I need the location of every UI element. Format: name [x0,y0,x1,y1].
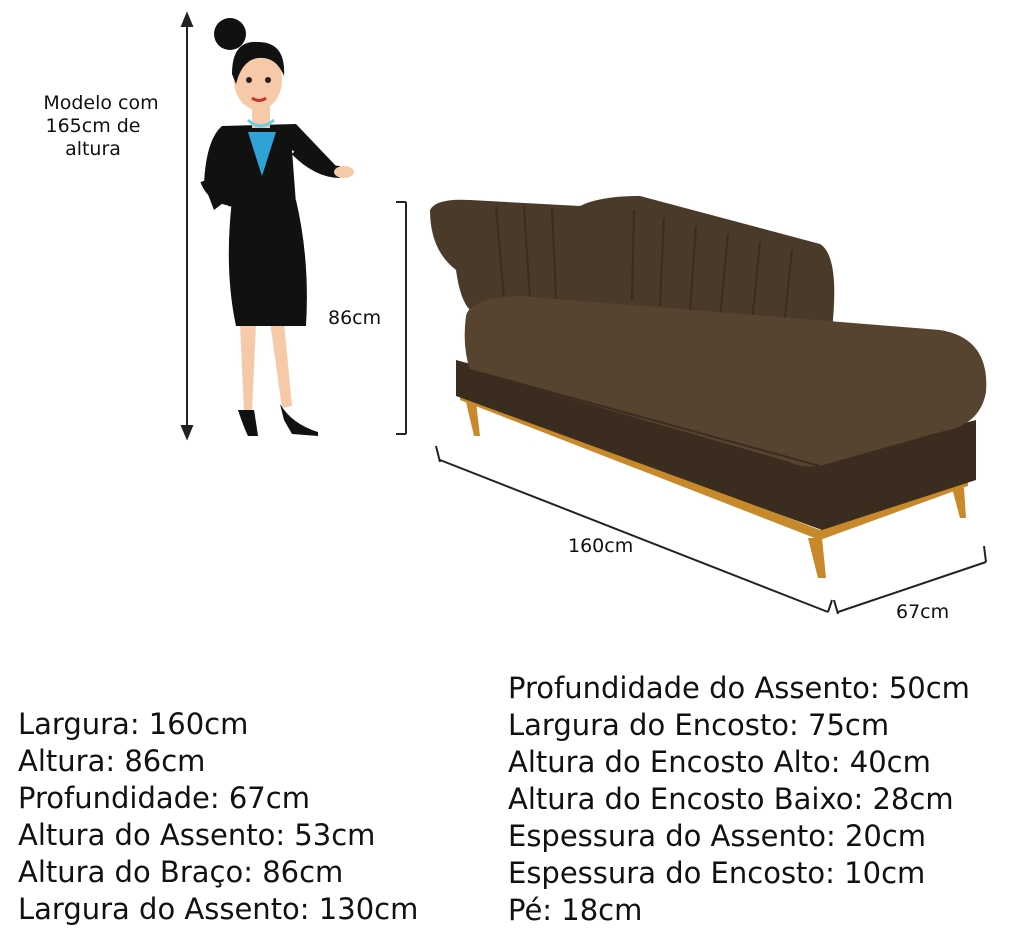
specs-left-column [18,706,418,928]
spec-item: Altura do Braço: 86cm [18,855,344,889]
model-caption-line2: 165cm de altura [45,115,141,160]
sofa-height-bracket [396,202,406,434]
spec-item: Profundidade: 67cm [18,781,310,815]
spec-item: Pé: 18cm [508,893,643,927]
spec-item: Altura do Assento: 53cm [18,818,376,852]
width-dimension-label: 160cm [568,535,634,557]
height-dimension-label: 86cm [328,307,382,329]
spec-item: Largura do Assento: 130cm [18,892,419,926]
model-figure [204,18,354,436]
model-height-arrow [182,14,192,438]
spec-item: Largura do Encosto: 75cm [508,708,890,742]
spec-item: Altura: 86cm [18,744,206,778]
model-caption [31,92,171,161]
spec-item: Profundidade do Assento: 50cm [508,671,970,705]
spec-item: Altura do Encosto Baixo: 28cm [508,782,954,816]
spec-item: Espessura do Encosto: 10cm [508,856,926,890]
chaise-sofa [430,196,986,578]
spec-item: Espessura do Assento: 20cm [508,819,927,853]
spec-item: Largura: 160cm [18,707,249,741]
depth-dimension-label: 67cm [896,601,950,623]
specs-right-column [508,670,970,929]
spec-item: Altura do Encosto Alto: 40cm [508,745,931,779]
model-caption-line1: Modelo com [43,92,159,114]
